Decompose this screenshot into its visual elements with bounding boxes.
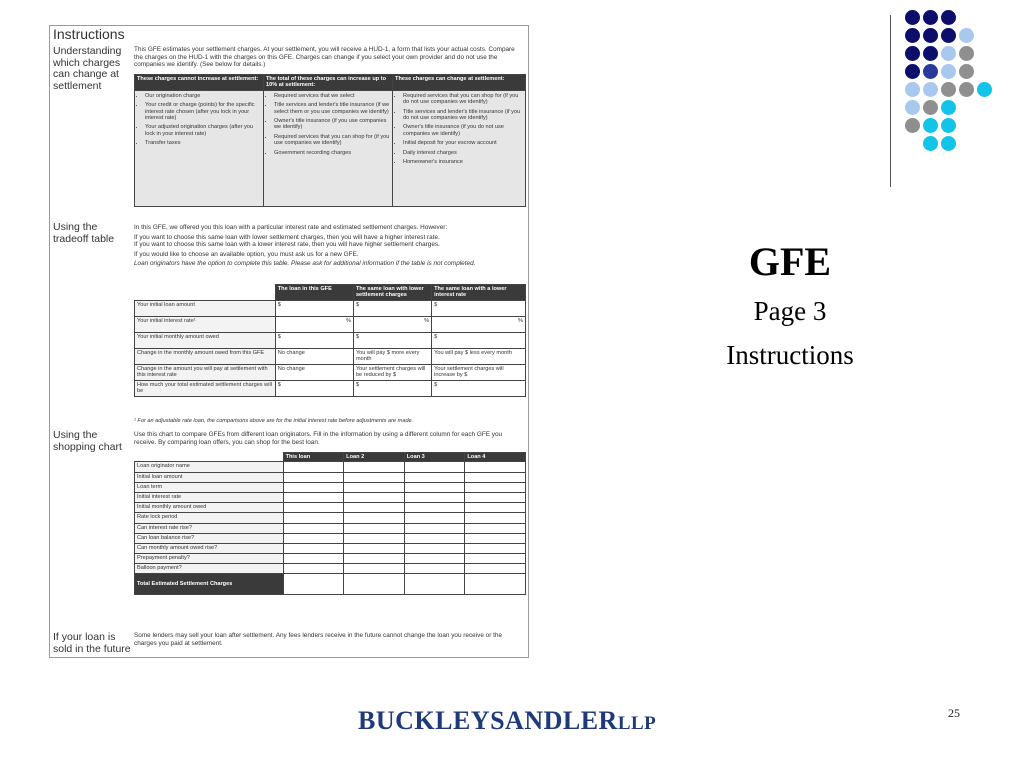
table-row — [135, 380, 526, 396]
col-header-cannot-increase: These charges cannot increase at settlement: — [135, 75, 264, 91]
row-label: Loan term — [135, 482, 284, 492]
decorative-dot — [923, 82, 938, 97]
row-label: Prepayment penalty? — [135, 554, 284, 564]
row-label: Change in the amount you will pay at settlement with this interest rate — [135, 364, 276, 380]
table-row — [135, 564, 526, 574]
decorative-dot — [905, 46, 920, 61]
list-item: • Homeowner's insurance — [403, 159, 523, 165]
list-item: • Required services that you can shop for (if you use companies we identify) — [274, 134, 390, 147]
logo-word-buckley: BUCKLEY — [358, 706, 491, 735]
decorative-dot — [941, 10, 956, 25]
tradeoff-bullet-1: If you want to choose this same loan with lower settlement charges, then you will have a higher interest rate. — [134, 233, 440, 241]
doc-title: Instructions — [53, 26, 125, 42]
shopping-chart-table — [134, 452, 526, 595]
row-label: Can interest rate rise? — [135, 523, 284, 533]
tradeoff-header-lower-charges: The same loan with lower settlement charges — [353, 285, 431, 301]
list-item: • Our origination charge — [145, 93, 261, 99]
tradeoff-line-3: If you would like to choose an available option, you must ask us for a new GFE. — [134, 250, 359, 258]
section-intro-tradeoff — [134, 224, 526, 268]
section-intro-shopping: Use this chart to compare GFEs from different loan originators. Fill in the information by using a different column for each GFE you receive. By comparing loan offers, you can shop for the best loan. — [134, 431, 503, 446]
table-row — [135, 300, 526, 316]
col-header-can-change: These charges can change at settlement: — [393, 75, 526, 91]
list-item: • Transfer taxes — [145, 140, 261, 146]
divider-line — [890, 15, 891, 187]
gfe-document-page — [49, 25, 529, 658]
decorative-dot — [941, 136, 956, 151]
cell: $ — [432, 380, 526, 396]
decorative-dot — [959, 64, 974, 79]
decorative-dot — [905, 100, 920, 115]
shopping-header-this-loan: This loan — [283, 453, 344, 462]
shopping-header-loan-4: Loan 4 — [465, 453, 526, 462]
section-intro-understanding: This GFE estimates your settlement charges. At your settlement, you will receive a HUD-1, a form that lists your actual costs. Compare the charges on the HUD-1 with the charges on this GFE. Charges can change if you select your own provider and do not use the companies we identify. (See below for details.) — [134, 46, 515, 69]
decorative-dot — [959, 28, 974, 43]
logo-word-sandler: SANDLER — [490, 706, 618, 735]
cell: $ — [275, 300, 353, 316]
tradeoff-header-blank — [135, 285, 276, 301]
row-label: How much your total estimated settlement charges will be — [135, 380, 276, 396]
decorative-dot — [905, 28, 920, 43]
decorative-dot — [941, 100, 956, 115]
list-item: • Your adjusted origination charges (after you lock in your interest rate) — [145, 124, 261, 137]
cell: No change — [275, 348, 353, 364]
decorative-dot — [959, 82, 974, 97]
section-label-tradeoff: Using the tradeoff table — [53, 221, 115, 245]
decorative-dot — [923, 28, 938, 43]
decorative-dot — [923, 136, 938, 151]
decorative-dot — [941, 82, 956, 97]
decorative-dot — [941, 46, 956, 61]
col-can-change — [393, 90, 526, 206]
cell: $ — [353, 300, 431, 316]
slide-title: GFE — [748, 239, 832, 284]
total-settlement-label: Total Estimated Settlement Charges — [135, 574, 284, 595]
cell: Your settlement charges will be reduced by $ — [353, 364, 431, 380]
cell: $ — [275, 380, 353, 396]
cell: $ — [432, 332, 526, 348]
list-item: • Required services that you can shop for (if you do not use companies we identify) — [403, 93, 523, 106]
table-row — [135, 364, 526, 380]
section-label-understanding: Understanding which charges can change at settlement — [53, 45, 122, 92]
list-item: • Initial deposit for your escrow account — [403, 140, 523, 146]
decorative-dot — [959, 46, 974, 61]
list-item: • Your credit or charge (points) for the specific interest rate chosen (after you lock in your interest rate) — [145, 102, 261, 121]
decorative-dot — [941, 118, 956, 133]
row-label: Initial loan amount — [135, 472, 284, 482]
decorative-dot — [905, 10, 920, 25]
col-header-increase-10: The total of these charges can increase up to 10% at settlement: — [264, 75, 393, 91]
decorative-dot — [923, 100, 938, 115]
cell: $ — [275, 332, 353, 348]
row-label: Your initial loan amount — [135, 300, 276, 316]
list-item: • Required services that we select — [274, 93, 390, 99]
decorative-dot — [941, 28, 956, 43]
cell: % — [432, 316, 526, 332]
decorative-dot — [905, 118, 920, 133]
list-item: • Owner's title insurance (if you do not use companies we identify) — [403, 124, 523, 137]
table-row — [135, 554, 526, 564]
table-row — [135, 533, 526, 543]
slide-subtitle-page: Page 3 — [753, 296, 827, 326]
table-row — [135, 348, 526, 364]
table-row — [135, 472, 526, 482]
slide-subtitle-instructions: Instructions — [726, 340, 854, 370]
table-row — [135, 316, 526, 332]
charges-table — [134, 74, 526, 207]
tradeoff-line-4: Loan originators have the option to complete this table. Please ask for additional information if the table is not completed. — [134, 260, 476, 268]
cell: You will pay $ more every month — [353, 348, 431, 364]
shopping-header-loan-3: Loan 3 — [404, 453, 465, 462]
section-text-loan-sold: Some lenders may sell your loan after settlement. Any fees lenders receive in the future cannot change the loan you receive or the charges you paid at settlement. — [134, 632, 503, 647]
decorative-dot — [977, 82, 992, 97]
row-label: Initial monthly amount owed — [135, 503, 284, 513]
shopping-header-blank — [135, 453, 284, 462]
row-label: Can loan balance rise? — [135, 533, 284, 543]
row-label: Rate lock period — [135, 513, 284, 523]
decorative-dot — [923, 10, 938, 25]
logo-word-llp: LLP — [617, 713, 657, 734]
row-label: Balloon payment? — [135, 564, 284, 574]
section-label-shopping: Using the shopping chart — [53, 429, 122, 453]
decorative-dot — [923, 64, 938, 79]
row-label: Your initial monthly amount owed — [135, 332, 276, 348]
table-row — [135, 492, 526, 502]
decorative-dot — [923, 46, 938, 61]
list-item: • Title services and lender's title insurance (if you do not use companies we identify) — [403, 109, 523, 122]
col-cannot-increase — [135, 90, 264, 206]
row-label: Your initial interest rate¹ — [135, 316, 276, 332]
table-row-total — [135, 574, 526, 595]
table-row — [135, 482, 526, 492]
decorative-dot — [905, 82, 920, 97]
row-label: Change in the monthly amount owed from this GFE — [135, 348, 276, 364]
cell: % — [353, 316, 431, 332]
shopping-header-loan-2: Loan 2 — [344, 453, 405, 462]
row-label: Initial interest rate — [135, 492, 284, 502]
page-number: 25 — [948, 706, 960, 720]
cell: % — [275, 316, 353, 332]
decorative-dot — [923, 118, 938, 133]
cell: Your settlement charges will increase by $ — [432, 364, 526, 380]
decorative-dot — [941, 64, 956, 79]
tradeoff-table — [134, 284, 526, 397]
table-row — [135, 513, 526, 523]
table-row — [135, 332, 526, 348]
section-label-loan-sold: If your loan is sold in the future — [53, 631, 131, 655]
tradeoff-header-lower-rate: The same loan with a lower interest rate — [432, 285, 526, 301]
buckley-sandler-logo — [358, 706, 656, 736]
cell: $ — [353, 380, 431, 396]
list-item: • Title services and lender's title insurance (if we select them or you use companies we identify) — [274, 102, 390, 115]
decorative-dot — [905, 64, 920, 79]
tradeoff-footnote: ¹ For an adjustable rate loan, the comparisons above are for the initial interest rate before adjustments are made. — [134, 418, 414, 424]
table-row — [135, 462, 526, 472]
table-row — [135, 543, 526, 553]
tradeoff-intro: In this GFE, we offered you this loan with a particular interest rate and estimated settlement charges. However: — [134, 224, 448, 231]
list-item: • Owner's title insurance (if you use companies we identify) — [274, 118, 390, 131]
list-item: • Government recording charges — [274, 150, 390, 156]
list-item: • Daily interest charges — [403, 150, 523, 156]
col-increase-10 — [264, 90, 393, 206]
cell: You will pay $ less every month — [432, 348, 526, 364]
cell: No change — [275, 364, 353, 380]
cell: $ — [353, 332, 431, 348]
tradeoff-bullet-2: If you want to choose this same loan with a lower interest rate, then you will have higher settlement charges. — [134, 241, 440, 249]
row-label: Loan originator name — [135, 462, 284, 472]
table-row — [135, 503, 526, 513]
row-label: Can monthly amount owed rise? — [135, 543, 284, 553]
tradeoff-header-this-gfe: The loan in this GFE — [275, 285, 353, 301]
table-row — [135, 523, 526, 533]
cell: $ — [432, 300, 526, 316]
